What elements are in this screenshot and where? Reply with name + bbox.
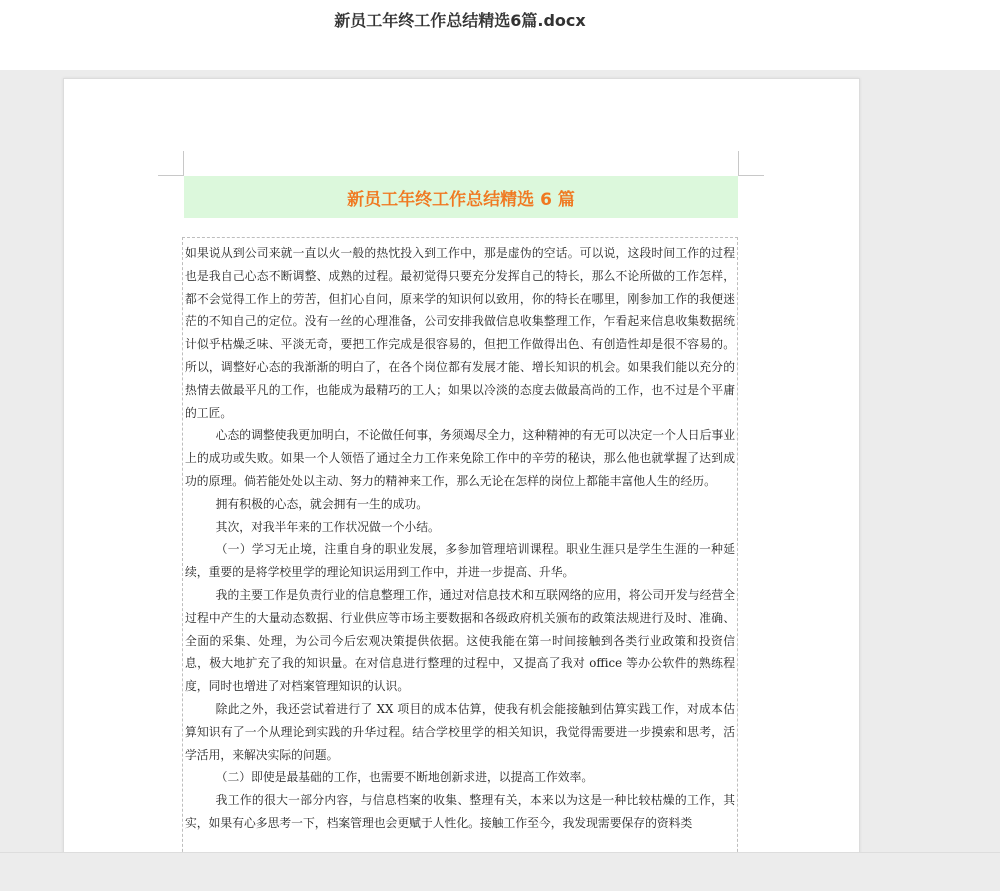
paragraph: （二）即使是最基础的工作，也需要不断地创新求进，以提高工作效率。 <box>215 770 594 785</box>
margin-corner-mark <box>183 151 184 175</box>
document-body <box>182 237 738 890</box>
paragraph: 心态的调整使我更加明白，不论做任何事，务须竭尽全力，这种精神的有无可以决定一个人日后事业上的成功或失败。如果一个人领悟了通过全力工作来免除工作中的辛劳的秘诀，那么他也就掌握了达到成功的原理。倘若能处处以主动、努力的精神来工作，那么无论在怎样的岗位上都能丰富他人生的经历。 <box>185 428 735 488</box>
paragraph: （一）学习无止境，注重自身的职业发展，多参加管理培训课程。职业生涯只是学生生涯的一种延续，重要的是将学校里学的理论知识运用到工作中，并进一步提高、升华。 <box>185 542 735 580</box>
paragraph: 我的主要工作是负责行业的信息整理工作，通过对信息技术和互联网络的应用，将公司开发与经营全过程中产生的大量动态数据、行业供应等市场主要数据和各级政府机关颁布的政策法规进行及时、准确、全面的采集、处理，为公司今后宏观决策提供依据。这使我能在第一时间接触到各类行业政策和投资信息，极大地扩充了我的知识量。在对信息进行整理的过程中，又提高了我对 office 等办公软件的熟练程度，同时也增进了对档案管理知识的认识。 <box>185 587 735 694</box>
margin-corner-mark <box>738 151 739 175</box>
title-bar <box>0 0 1000 70</box>
paragraph: 除此之外，我还尝试着进行了 XX 项目的成本估算，使我有机会能接触到估算实践工作，对成本估算知识有了一个从理论到实践的升华过程。结合学校里学的相关知识，我觉得需要进一步摸索和思考，活学活用，来解决实际的问题。 <box>185 701 735 762</box>
margin-corner-mark <box>738 175 764 176</box>
paragraph: 拥有积极的心态，就会拥有一生的成功。 <box>215 496 429 511</box>
file-name: 新员工年终工作总结精选6篇.docx <box>334 11 586 30</box>
paragraph: 其次，对我半年来的工作状况做一个小结。 <box>215 519 440 534</box>
title-banner <box>184 176 738 218</box>
paragraph: 我工作的很大一部分内容，与信息档案的收集、整理有关，本来以为这是一种比较枯燥的工作，其实，如果有心多思考一下，档案管理也会更赋于人性化。接触工作至今，我发现需要保存的资料类 <box>185 793 735 830</box>
bottom-bar <box>0 852 1000 891</box>
document-title: 新员工年终工作总结精选 6 篇 <box>347 189 575 210</box>
document-page <box>63 78 860 890</box>
margin-corner-mark <box>158 175 184 176</box>
document-viewer[interactable] <box>0 70 1000 890</box>
paragraph: 如果说从到公司来就一直以火一般的热忱投入到工作中，那是虚伪的空话。可以说，这段时间工作的过程也是我自己心态不断调整、成熟的过程。最初觉得只要充分发挥自己的特长，那么不论所做的工作怎样，都不会觉得工作上的劳苦，但扪心自问，原来学的知识何以致用，你的特长在哪里，刚参加工作的我便迷茫的不知自己的定位。没有一丝的心理准备，公司安排我做信息收集整理工作，乍看起来信息收集数据统计似乎枯燥乏味、平淡无奇，要把工作完成是很容易的，但把工作做得出色、有创造性却是很不容易的。所以，调整好心态的我渐渐的明白了，在各个岗位都有发展才能、增长知识的机会。如果我们能以充分的热情去做最平凡的工作，也能成为最精巧的工人；如果以冷淡的态度去做最高尚的工作，也不过是个平庸的工匠。 <box>185 246 735 420</box>
